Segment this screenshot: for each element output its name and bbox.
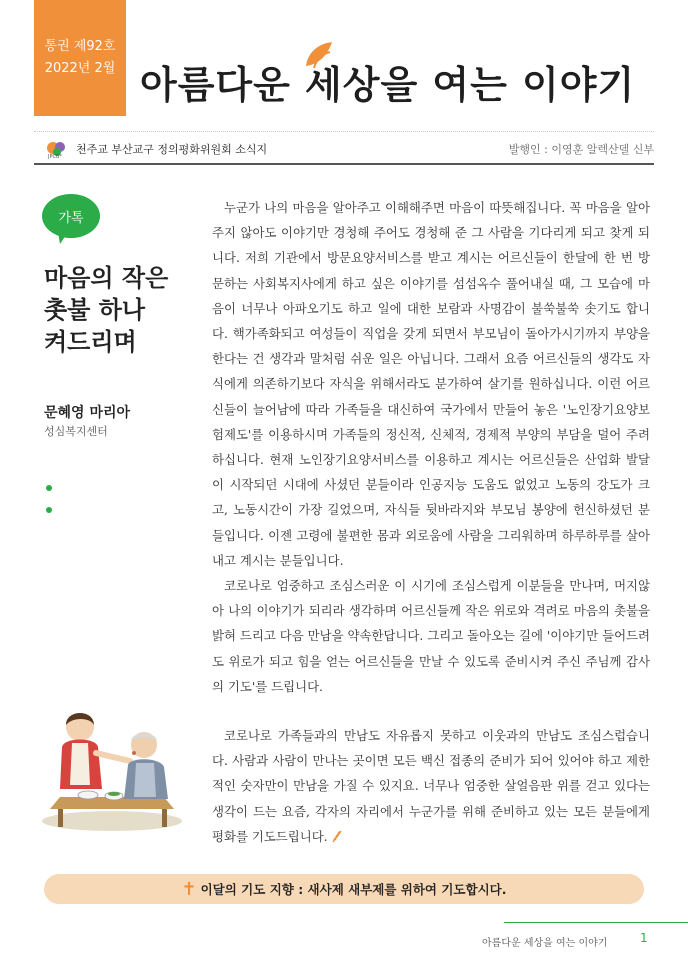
cross-icon: ✝ bbox=[181, 878, 197, 900]
title-line: 마음의 작은 bbox=[44, 264, 169, 292]
issue-info-box bbox=[34, 0, 126, 116]
page-number: 1 bbox=[640, 931, 648, 945]
paragraph: 코로나로 엄중하고 조심스러운 이 시기에 조심스럽게 이분들을 만나며, 머지않아 나의 이야기가 되리라 생각하며 어르신들께 작은 위로와 격려로 마음의 촛불을 밝혀 드리고 다음 만남을 약속한답니다. 그리고 돌아오는 길에 '이야기만 들어드려도 위로가 되고 힘을 얻는 어르신들을 만날 수 있도록 준비시켜 주신 주님께 감사의 기도'를 드립니다. bbox=[212, 578, 650, 694]
issue-number: 통권 제92호 bbox=[44, 39, 116, 54]
paragraph-text: 코로나로 가족들과의 만남도 자유롭지 못하고 이웃과의 만남도 조심스럽습니다. 사람과 사람이 만나는 곳이면 모든 백신 접종의 준비가 되어 있어야 하고 제한적인 숫자만이 만남을 가질 수 있지요. 너무나 엄중한 살얼음판 위를 걷고 있다는 생각이 드는 요즘, 각자의 자리에서 누군가를 위해 준비하고 있는 모든 분들에게 평화를 기도드립니다. bbox=[212, 728, 650, 844]
bullet-dot bbox=[46, 507, 52, 513]
speech-tail-icon bbox=[56, 232, 70, 246]
bullet-dot bbox=[46, 485, 52, 491]
masthead-title: 아름다운 세상을 여는 이야기 bbox=[140, 62, 636, 107]
logo-text: JPCB* bbox=[48, 154, 62, 159]
article-title bbox=[44, 262, 204, 358]
category-label: 가톡 bbox=[58, 210, 84, 226]
organization-name: 천주교 부산교구 정의평화위원회 소식지 bbox=[76, 143, 268, 156]
paragraph: 누군가 나의 마음을 알아주고 이해해주면 마음이 따뜻해집니다. 꼭 마음을 알아주지 않아도 이야기만 경청해 주어도 경청해 준 그 사람을 기다리게 되고 찾게 되니다. 저희 기관에서 방문요양서비스를 받고 계시는 어르신들이 한달에 한 번 방문하는 사회복지사에게 하고 싶은 이야기를 섬섬옥수 풀어내실 때, 그 모습에 마음이 너무나 아파오기도 하고 일에 대한 보람과 사명감이 불쑥불쑥 솟기도 합니다. 핵가족화되고 여성들이 직업을 갖게 되면서 부모님이 돌아가시기까지 부양을 한다는 건 생각과 말처럼 쉬운 일은 아닙니다. 그래서 요즘 어르신들의 생각도 자식에게 의존하기보다 자식을 위해서라도 분가하여 살기를 원하십니다. 이런 어르신들이 늘어남에 따라 가족들을 대신하여 국가에서 만들어 놓은 '노인장기요양보험제도'를 이용하시며 가족들의 정신적, 신체적, 경제적 부양의 부담을 덜어 주려 하십니다. 현재 노인장기요양서비스를 이용하고 계시는 어르신들은 산업화 발달이 시작되던 시대에 사셨던 분들이라 인공지능 도움도 없었고 노동의 강도가 크고, 노동시간이 가장 길었으며, 자식들 뒷바라지와 부모님 봉양에 헌신하셨던 분들입니다. 이젠 고령에 불편한 몸과 외로움에 사람을 그리워하며 하루하루를 살아내고 계시는 분들입니다. bbox=[212, 200, 650, 568]
prayer-intention-banner bbox=[44, 874, 644, 904]
issue-date: 2022년 2월 bbox=[44, 61, 116, 76]
publisher-line: 발행인 : 이영훈 알렉산델 신부 bbox=[508, 143, 654, 156]
header-rule bbox=[34, 163, 654, 165]
footer-magazine-name: 아름다운 세상을 여는 이야기 bbox=[482, 938, 608, 949]
category-bubble bbox=[42, 194, 100, 238]
prayer-intention-text: 이달의 기도 지향 : 새사제 새부제를 위하여 기도합시다. bbox=[200, 882, 507, 897]
title-line: 켜드리며 bbox=[44, 328, 137, 356]
header-divider bbox=[34, 131, 654, 132]
author-affiliation: 성심복지센터 bbox=[44, 425, 108, 438]
paragraph-last bbox=[212, 723, 650, 849]
author-name: 문혜영 마리아 bbox=[44, 405, 131, 421]
article-body bbox=[212, 195, 650, 849]
title-line: 촛불 하나 bbox=[44, 296, 146, 324]
footer-rule bbox=[504, 922, 688, 923]
caregiver-illustration bbox=[32, 693, 192, 833]
wheat-icon bbox=[330, 829, 344, 843]
organization-logo bbox=[46, 141, 74, 159]
